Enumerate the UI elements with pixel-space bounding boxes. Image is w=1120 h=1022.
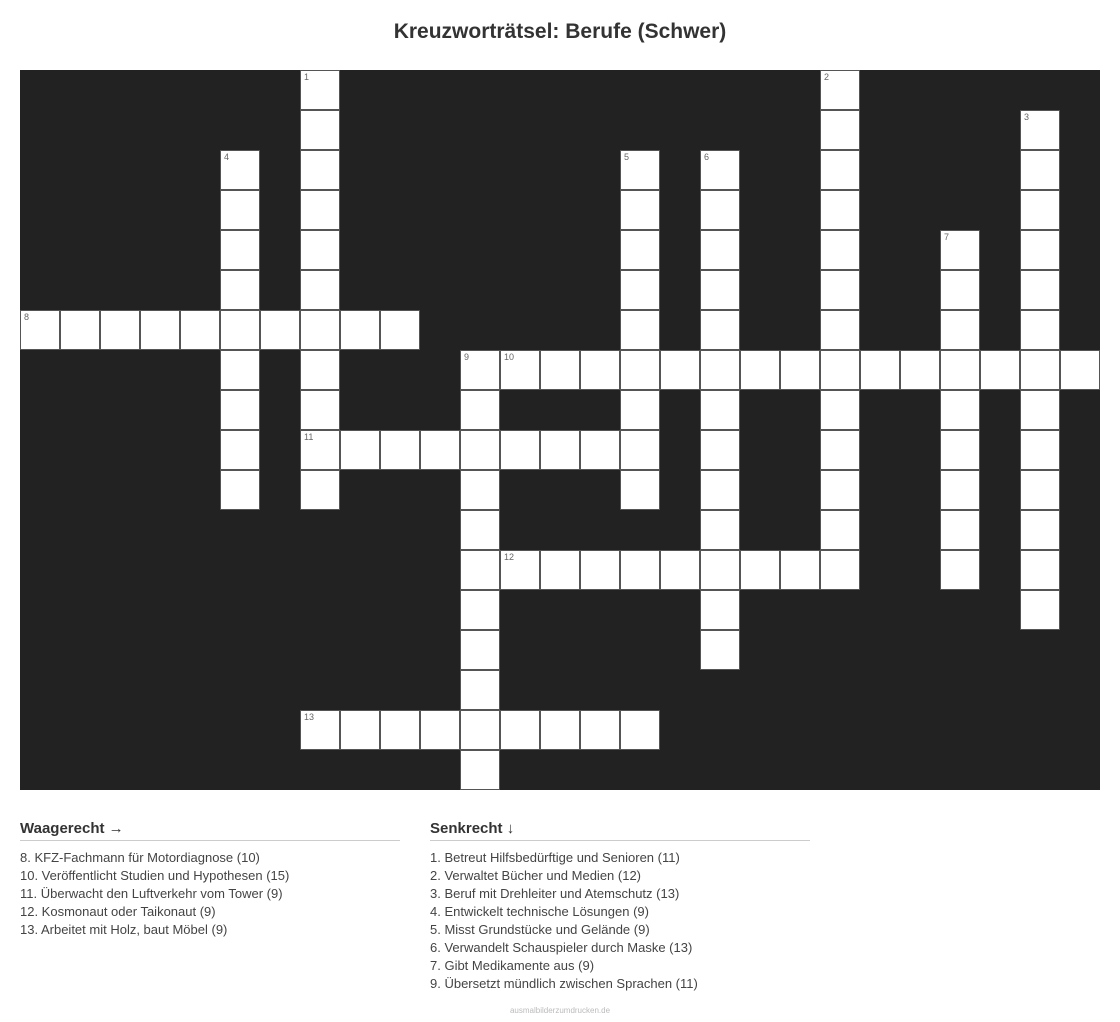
grid-cell[interactable] [220, 430, 260, 470]
down-clue: 6. Verwandelt Schauspieler durch Maske (13) [430, 940, 693, 955]
grid-cell[interactable] [940, 350, 980, 390]
clue-number: 6 [704, 152, 710, 162]
clue-number: 1 [304, 72, 310, 82]
grid-cell[interactable] [820, 350, 860, 390]
across-heading: Waagerecht → [20, 820, 400, 841]
grid-cell[interactable] [820, 110, 860, 150]
crossword-grid [20, 70, 1100, 790]
grid-cell[interactable] [860, 350, 900, 390]
grid-cell[interactable] [1020, 350, 1060, 390]
clue-number: 13 [304, 712, 315, 722]
grid-cell[interactable] [1020, 550, 1060, 590]
grid-cell[interactable] [940, 510, 980, 550]
grid-cell[interactable] [940, 310, 980, 350]
grid-cell[interactable] [220, 350, 260, 390]
down-clue: 5. Misst Grundstücke und Gelände (9) [430, 922, 650, 937]
across-clue: 13. Arbeitet mit Holz, baut Möbel (9) [20, 922, 228, 937]
grid-cell[interactable] [820, 550, 860, 590]
grid-cell[interactable] [940, 390, 980, 430]
grid-cell[interactable] [1020, 590, 1060, 630]
grid-cell[interactable] [20, 310, 60, 350]
grid-cell[interactable] [540, 710, 580, 750]
grid-cell[interactable] [460, 590, 500, 630]
down-clue: 9. Übersetzt mündlich zwischen Sprachen (11) [430, 976, 698, 991]
clue-number: 5 [624, 152, 630, 162]
grid-cell[interactable] [220, 270, 260, 310]
grid-cell[interactable] [620, 150, 660, 190]
grid-cell[interactable] [300, 710, 340, 750]
grid-cell[interactable] [300, 190, 340, 230]
grid-cell[interactable] [460, 710, 500, 750]
grid-cell[interactable] [700, 190, 740, 230]
grid-cell[interactable] [60, 310, 100, 350]
grid-cell[interactable] [820, 510, 860, 550]
grid-cell[interactable] [660, 550, 700, 590]
grid-cell[interactable] [620, 470, 660, 510]
grid-cell[interactable] [420, 710, 460, 750]
grid-cell[interactable] [540, 350, 580, 390]
clue-number: 9 [464, 352, 470, 362]
grid-cell[interactable] [180, 310, 220, 350]
grid-cell[interactable] [740, 550, 780, 590]
grid-cell[interactable] [460, 670, 500, 710]
grid-cell[interactable] [820, 190, 860, 230]
grid-cell[interactable] [300, 70, 340, 110]
grid-cell[interactable] [820, 430, 860, 470]
grid-cell[interactable] [1020, 470, 1060, 510]
footer-watermark: ausmalbilderzumdrucken.de [509, 1006, 611, 1015]
grid-cell[interactable] [980, 350, 1020, 390]
grid-cell[interactable] [700, 230, 740, 270]
grid-cell[interactable] [700, 310, 740, 350]
grid-cell[interactable] [580, 550, 620, 590]
across-clue: 12. Kosmonaut oder Taikonaut (9) [20, 904, 216, 919]
grid-cell[interactable] [220, 230, 260, 270]
down-clue: 2. Verwaltet Bücher und Medien (12) [430, 868, 642, 883]
grid-cell[interactable] [340, 710, 380, 750]
grid-cell[interactable] [340, 310, 380, 350]
grid-cell[interactable] [940, 430, 980, 470]
grid-cell[interactable] [380, 710, 420, 750]
clue-number: 8 [24, 312, 30, 322]
grid-cell[interactable] [1020, 270, 1060, 310]
grid-cell[interactable] [700, 350, 740, 390]
down-clue-list [430, 849, 810, 993]
grid-cell[interactable] [260, 310, 300, 350]
grid-cell[interactable] [620, 550, 660, 590]
clue-number: 3 [1024, 112, 1030, 122]
grid-cell[interactable] [940, 550, 980, 590]
grid-cell[interactable] [700, 590, 740, 630]
grid-cell[interactable] [420, 430, 460, 470]
grid-cell[interactable] [740, 350, 780, 390]
grid-cell[interactable] [820, 150, 860, 190]
grid-cell[interactable] [460, 750, 500, 790]
grid-cell[interactable] [300, 270, 340, 310]
grid-cell[interactable] [620, 310, 660, 350]
grid-cell[interactable] [660, 350, 700, 390]
grid-cell[interactable] [700, 150, 740, 190]
down-clues-section [430, 820, 810, 993]
grid-cell[interactable] [700, 470, 740, 510]
grid-cell[interactable] [220, 310, 260, 350]
grid-cell[interactable] [900, 350, 940, 390]
grid-cell[interactable] [300, 310, 340, 350]
grid-cell[interactable] [300, 430, 340, 470]
clue-number: 11 [304, 432, 314, 442]
grid-cell[interactable] [300, 150, 340, 190]
grid-cell[interactable] [500, 430, 540, 470]
clue-number: 12 [504, 552, 515, 562]
grid-cell[interactable] [820, 310, 860, 350]
grid-cell[interactable] [1020, 150, 1060, 190]
across-clue: 8. KFZ-Fachmann für Motordiagnose (10) [20, 850, 260, 865]
across-clue: 11. Überwacht den Luftverkehr vom Tower (9) [20, 886, 283, 901]
grid-cell[interactable] [580, 710, 620, 750]
clue-number: 2 [824, 72, 830, 82]
grid-cell[interactable] [820, 390, 860, 430]
grid-cell[interactable] [780, 550, 820, 590]
grid-cell[interactable] [460, 470, 500, 510]
grid-cell[interactable] [620, 230, 660, 270]
grid-cell[interactable] [300, 230, 340, 270]
grid-cell[interactable] [1020, 110, 1060, 150]
grid-cell[interactable] [380, 310, 420, 350]
grid-cell[interactable] [1020, 190, 1060, 230]
down-clue: 7. Gibt Medikamente aus (9) [430, 958, 595, 973]
grid-cell[interactable] [580, 430, 620, 470]
grid-cell[interactable] [700, 430, 740, 470]
grid-cell[interactable] [580, 350, 620, 390]
grid-cell[interactable] [220, 390, 260, 430]
grid-cell[interactable] [460, 510, 500, 550]
grid-cell[interactable] [460, 630, 500, 670]
grid-cell[interactable] [460, 350, 500, 390]
clue-number: 7 [944, 232, 950, 242]
grid-cell[interactable] [940, 270, 980, 310]
grid-cell[interactable] [300, 110, 340, 150]
down-clue: 3. Beruf mit Drehleiter und Atemschutz (13) [430, 886, 680, 901]
grid-cell[interactable] [820, 470, 860, 510]
grid-cell[interactable] [1020, 310, 1060, 350]
grid-cell[interactable] [940, 470, 980, 510]
grid-cell[interactable] [220, 470, 260, 510]
grid-cell[interactable] [940, 230, 980, 270]
clue-number: 10 [504, 352, 515, 362]
grid-cell[interactable] [820, 230, 860, 270]
grid-cell[interactable] [1020, 390, 1060, 430]
grid-cell[interactable] [620, 270, 660, 310]
grid-cell[interactable] [460, 390, 500, 430]
grid-cell[interactable] [300, 390, 340, 430]
grid-cell[interactable] [620, 390, 660, 430]
grid-cell[interactable] [1020, 510, 1060, 550]
grid-cell[interactable] [700, 510, 740, 550]
grid-cell[interactable] [620, 430, 660, 470]
page-title: Kreuzworträtsel: Berufe (Schwer) [393, 20, 727, 43]
grid-cell[interactable] [700, 550, 740, 590]
down-heading: Senkrecht ↓ [430, 820, 810, 841]
grid-cell[interactable] [460, 550, 500, 590]
grid-cell[interactable] [820, 270, 860, 310]
grid-cell[interactable] [220, 150, 260, 190]
grid-cell[interactable] [540, 430, 580, 470]
grid-cell[interactable] [1060, 350, 1100, 390]
clue-number: 4 [224, 152, 230, 162]
grid-cell[interactable] [700, 390, 740, 430]
grid-cell[interactable] [820, 70, 860, 110]
grid-cell[interactable] [300, 470, 340, 510]
down-clue: 1. Betreut Hilfsbedürftige und Senioren (11) [430, 850, 680, 865]
grid-cell[interactable] [700, 630, 740, 670]
grid-cell[interactable] [1020, 430, 1060, 470]
grid-cell[interactable] [620, 190, 660, 230]
grid-cell[interactable] [500, 350, 540, 390]
grid-cell[interactable] [500, 550, 540, 590]
grid-cell[interactable] [220, 190, 260, 230]
grid-cell[interactable] [540, 550, 580, 590]
down-clue: 4. Entwickelt technische Lösungen (9) [430, 904, 649, 919]
grid-cell[interactable] [340, 430, 380, 470]
grid-cell[interactable] [620, 350, 660, 390]
grid-cell[interactable] [620, 710, 660, 750]
grid-cell[interactable] [380, 430, 420, 470]
across-clue-list [20, 849, 400, 939]
grid-cell[interactable] [780, 350, 820, 390]
across-clues-section [20, 820, 400, 939]
grid-cell[interactable] [140, 310, 180, 350]
grid-cell[interactable] [100, 310, 140, 350]
grid-cell[interactable] [500, 710, 540, 750]
grid-cell[interactable] [300, 350, 340, 390]
grid-cell[interactable] [1020, 230, 1060, 270]
grid-cell[interactable] [460, 430, 500, 470]
across-clue: 10. Veröffentlicht Studien und Hypothesen (15) [20, 868, 290, 883]
grid-cell[interactable] [700, 270, 740, 310]
